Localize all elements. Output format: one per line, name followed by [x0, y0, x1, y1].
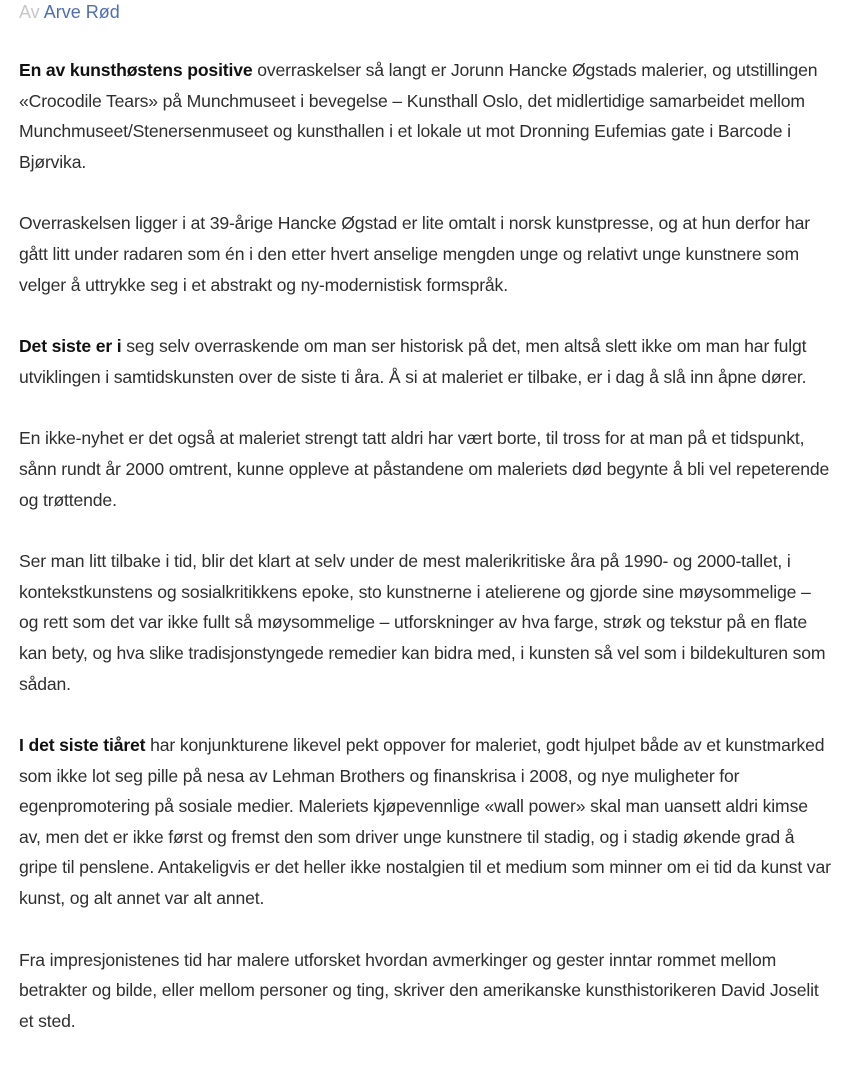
paragraph-lead: En av kunsthøstens positive	[19, 60, 253, 80]
article-body	[19, 55, 834, 1067]
paragraph-text: seg selv overraskende om man ser historisk på det, men altså slett ikke om man har fulgt utviklingen i samtidskunsten over de siste ti åra. Å si at maleriet er tilbake, er i dag å slå inn åpne dører.	[19, 336, 807, 387]
paragraph-text: Ser man litt tilbake i tid, blir det klart at selv under de mest malerikritiske åra på 1990- og 2000-tallet, i kontekstkunstens og sosialkritikkens epoke, sto kunstnerne i atelierene og gjorde sine møysommelige – og rett som det var ikke fullt så møysommelige – utforskninger av hva farge, strøk og tekstur på en flate kan bety, og hva slike tradisjonstyngede remedier kan bidra med, i kunsten så vel som i bildekulturen som sådan.	[19, 551, 826, 694]
paragraph-text: Overraskelsen ligger i at 39-årige Hancke Øgstad er lite omtalt i norsk kunstpresse, og at hun derfor har gått litt under radaren som én i den etter hvert anselige mengden unge og relativt unge kunstnere som velger å uttrykke seg i et abstrakt og ny-modernistisk formspråk.	[19, 213, 811, 295]
paragraph-lead: Det siste er i	[19, 336, 122, 357]
paragraph-5	[19, 546, 834, 699]
paragraph-4	[19, 423, 834, 515]
byline-prefix: Av	[19, 2, 40, 22]
paragraph-text: En ikke-nyhet er det også at maleriet strengt tatt aldri har vært borte, til tross for at man på et tidspunkt, sånn rundt år 2000 omtrent, kunne oppleve at påstandene om maleriets død begynte å bli vel repeterende og trøttende.	[19, 428, 830, 510]
paragraph-6	[19, 730, 834, 914]
byline	[19, 0, 120, 24]
paragraph-3	[19, 331, 834, 392]
paragraph-text: har konjunkturene likevel pekt oppover for maleriet, godt hjulpet både av et kunstmarked som ikke lot seg pille på nesa av Lehman Brothers og finanskrisa i 2008, og nye muligheter for egenpromotering på sosiale medier. Maleriets kjøpevennlige «wall power» skal man uansett aldri kimse av, men det er ikke først og fremst den som driver unge kunstnere til stadig, og i stadig økende grad å gripe til penslene. Antakeligvis er det heller ikke nostalgien til et medium som minner om ei tid da kunst var kunst, og alt annet var alt annet.	[19, 735, 831, 909]
paragraph-lead: I det siste tiåret	[19, 735, 146, 756]
paragraph-7	[19, 945, 834, 1037]
author-link[interactable]: Arve Rød	[43, 2, 120, 22]
paragraph-2	[19, 208, 834, 300]
paragraph-1	[19, 55, 834, 177]
paragraph-text: Fra impresjonistenes tid har malere utforsket hvordan avmerkinger og gester inntar rommet mellom betrakter og bilde, eller mellom personer og ting, skriver den amerikanske kunsthistorikeren David Joselit et sted.	[19, 949, 819, 1031]
paragraph-text: overraskelser så langt er Jorunn Hancke Øgstads malerier, og utstillingen «Crocodile Tears» på Munchmuseet i bevegelse – Kunsthall Oslo, det midlertidige samarbeidet mellom Munchmuseet/Stenersenmuseet og kunsthallen i et lokale ut mot Dronning Eufemias gate i Barcode i Bjørvika.	[19, 60, 818, 172]
